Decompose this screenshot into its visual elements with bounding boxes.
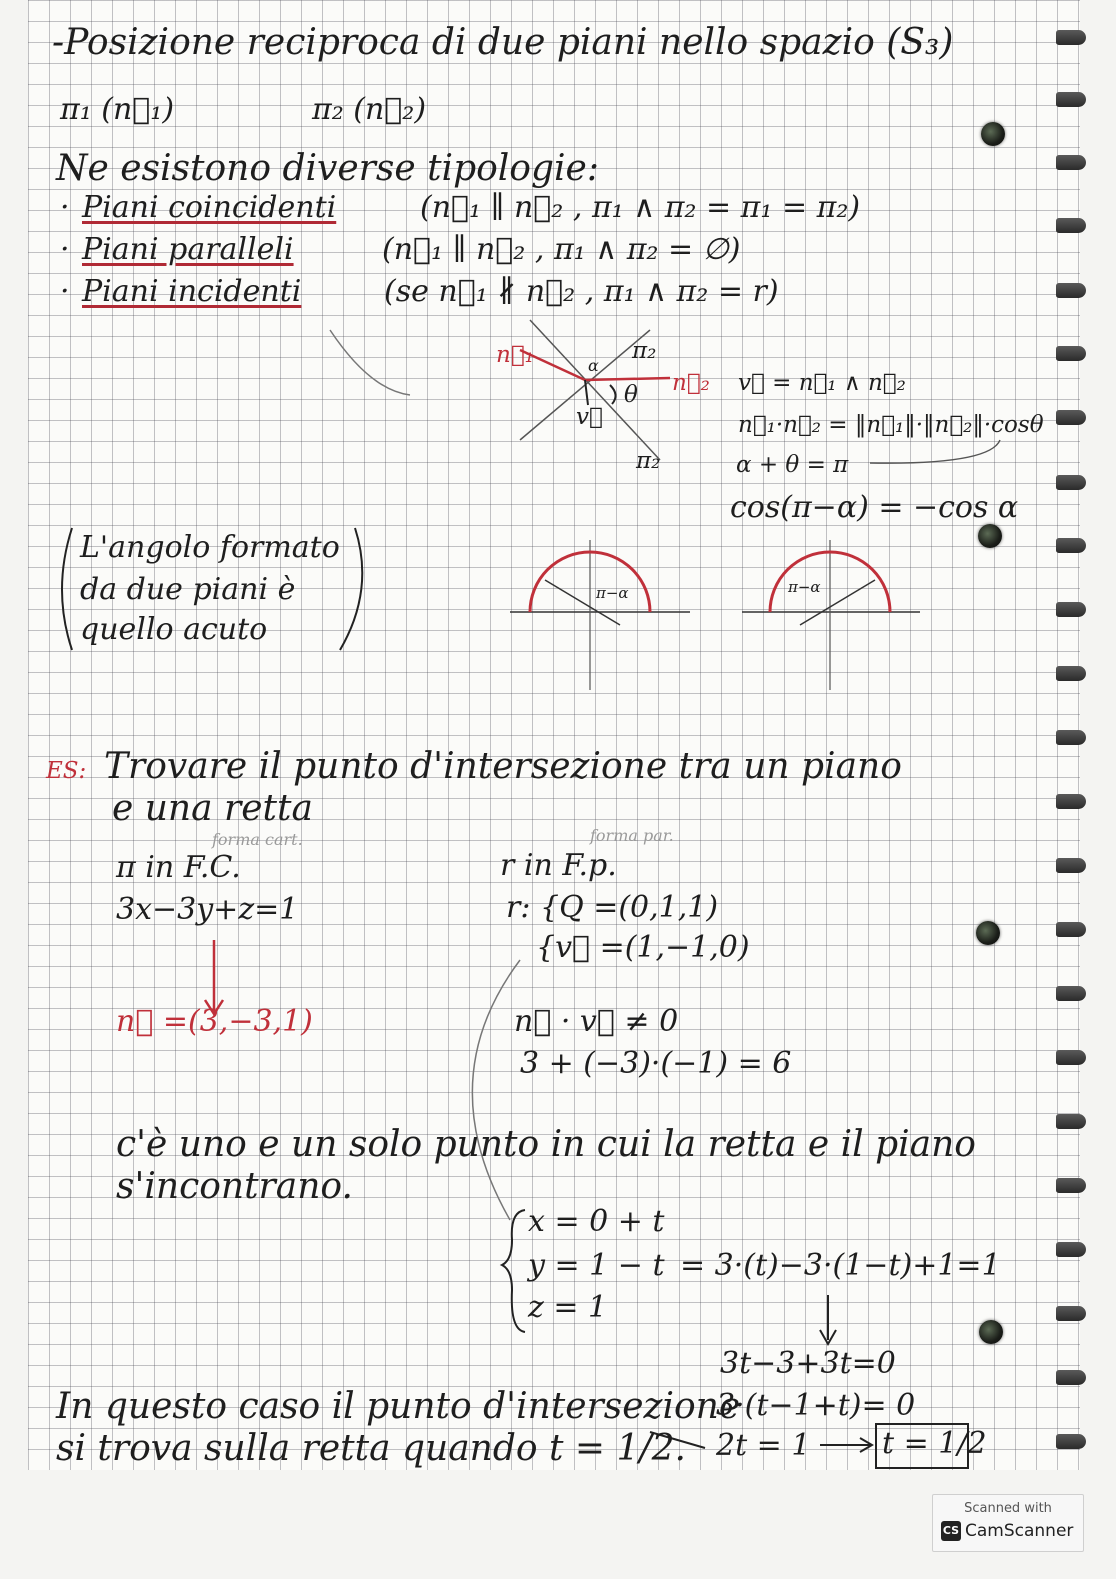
type-bullet: ·: [60, 232, 70, 267]
line-direction: {v⃗ =(1,−1,0): [536, 930, 750, 965]
step-2: 3·(t−1+t)= 0: [716, 1388, 916, 1423]
type-bullet: ·: [60, 190, 70, 225]
page-heading: -Posizione reciproca di due piani nello spazio (S₃): [52, 22, 954, 63]
plane-form-title: π in F.C.: [116, 850, 241, 885]
hint-cartesian: forma cart.: [212, 830, 303, 849]
theta-label: θ: [624, 382, 638, 408]
system-z: z = 1: [528, 1290, 608, 1325]
pi2-top-label: π₂: [632, 338, 657, 364]
formula-cos: cos(π−α) = −cos α: [730, 490, 1019, 525]
dot-calculation: 3 + (−3)·(−1) = 6: [520, 1046, 792, 1081]
arc-label-left: π−α: [596, 584, 629, 602]
stamp-brand: CamScanner: [965, 1521, 1074, 1541]
line-form-title: r in F.p.: [500, 848, 617, 883]
type-name: Piani coincidenti: [82, 190, 337, 225]
pi2-bottom-label: π₂: [636, 448, 661, 474]
note-line: da due piani è: [80, 572, 296, 607]
hint-parametric: forma par.: [590, 826, 674, 845]
camscanner-logo-icon: CS: [941, 1521, 961, 1541]
type-condition: (n⃗₁ ∥ n⃗₂ , π₁ ∧ π₂ = ∅): [382, 232, 741, 267]
camscanner-stamp: [932, 1494, 1084, 1552]
formula-cross: v⃗ = n⃗₁ ∧ n⃗₂: [738, 370, 906, 396]
result-value: t = 1/2: [882, 1426, 987, 1461]
formula-angle-sum: α + θ = π: [736, 452, 849, 478]
type-name: Piani incidenti: [82, 274, 302, 309]
n2-label: n⃗₂: [672, 370, 710, 396]
alpha-label: α: [588, 356, 599, 375]
example-line-1: Trovare il punto d'intersezione tra un piano: [104, 746, 902, 787]
stamp-caption: Scanned with: [964, 1501, 1052, 1516]
type-condition: (se n⃗₁ ∦ n⃗₂ , π₁ ∧ π₂ = r): [384, 274, 779, 309]
line-point: r: {Q =(0,1,1): [506, 890, 719, 925]
step-1: 3t−3+3t=0: [720, 1346, 896, 1381]
plane-1-label: π₁ (n⃗₁): [60, 92, 175, 127]
n1-label: n⃗₁: [496, 342, 534, 368]
plane-equation: 3x−3y+z=1: [116, 892, 299, 927]
statement-line-2: s'incontrano.: [116, 1166, 353, 1207]
step-3: 2t = 1: [716, 1428, 811, 1463]
note-line: L'angolo formato: [80, 530, 340, 565]
type-condition: (n⃗₁ ∥ n⃗₂ , π₁ ∧ π₂ = π₁ = π₂): [420, 190, 861, 225]
substitution: = 3·(t)−3·(1−t)+1=1: [680, 1248, 1001, 1283]
statement-line-1: c'è uno e un solo punto in cui la retta e il piano: [116, 1124, 976, 1165]
v-label: v⃗: [576, 404, 603, 430]
system-y: y = 1 − t: [528, 1248, 665, 1283]
type-name: Piani paralleli: [82, 232, 294, 267]
arc-label-right: π−α: [788, 578, 821, 596]
formula-dot: n⃗₁·n⃗₂ = ‖n⃗₁‖·‖n⃗₂‖·cosθ: [738, 412, 1044, 438]
conclusion-line-2: si trova sulla retta quando t = 1/2.: [56, 1428, 686, 1469]
note-line: quello acuto: [80, 612, 268, 647]
conclusion-line-1: In questo caso il punto d'intersezione: [56, 1386, 741, 1427]
example-tag: ES:: [46, 758, 87, 784]
intro-text: Ne esistono diverse tipologie:: [56, 148, 599, 189]
normal-vector: n⃗ =(3,−3,1): [116, 1004, 313, 1039]
plane-2-label: π₂ (n⃗₂): [312, 92, 427, 127]
example-line-2: e una retta: [112, 788, 313, 829]
type-bullet: ·: [60, 274, 70, 309]
system-x: x = 0 + t: [528, 1204, 665, 1239]
dot-product: n⃗ · v⃗ ≠ 0: [514, 1004, 679, 1039]
